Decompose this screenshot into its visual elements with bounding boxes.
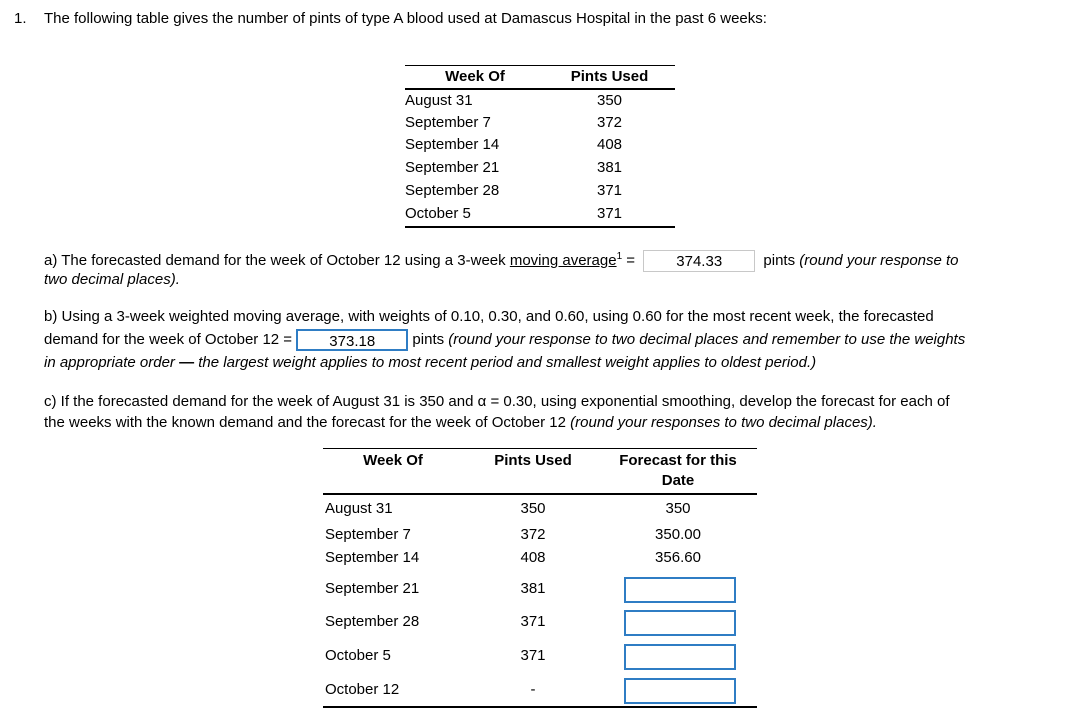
part-c-line2 <box>44 411 877 434</box>
part-c-text: the weeks with the known demand and the forecast for the week of October 12 <box>44 414 571 431</box>
week-cell: October 5 <box>325 647 391 664</box>
forecast-cell: 350.00 <box>655 526 701 543</box>
table-row <box>323 577 757 603</box>
pints-cell: 371 <box>520 613 546 630</box>
table-row <box>323 546 757 572</box>
part-a <box>44 245 959 272</box>
table-rule <box>405 226 675 228</box>
table-row <box>405 205 675 227</box>
week-cell: August 31 <box>325 500 393 517</box>
header-forecast-line1: Forecast for this <box>619 452 737 469</box>
forecast-input-sep28[interactable] <box>624 610 736 636</box>
part-c-line1: c) If the forecasted demand for the week of August 31 is 350 and α = 0.30, using exponential smoothing, develop the forecast for each of <box>44 393 950 410</box>
table-rule <box>323 493 757 495</box>
pints-cell: 371 <box>596 205 623 222</box>
equals-sign: = <box>622 252 636 269</box>
moving-average-link[interactable]: moving average <box>509 252 617 269</box>
pints-cell: 372 <box>596 114 623 131</box>
part-a-text: a) The forecasted demand for the week of October 12 using a 3-week <box>44 252 510 269</box>
pints-cell: 350 <box>596 92 623 109</box>
question-number: 1. <box>14 10 27 27</box>
table-row <box>405 182 675 204</box>
table-rule <box>405 88 675 90</box>
part-b-order-text: in appropriate order <box>44 354 175 371</box>
table-row <box>323 610 757 636</box>
table-row <box>405 136 675 158</box>
header-week-of: Week Of <box>363 452 423 469</box>
part-a-note-line2 <box>44 268 180 291</box>
pints-cell: 371 <box>520 647 546 664</box>
part-b-unit: pints <box>412 331 445 348</box>
forecast-cell: 350 <box>665 500 691 517</box>
header-pints-used: Pints Used <box>494 452 572 469</box>
part-a-unit: pints <box>763 252 796 269</box>
table-row <box>323 497 757 523</box>
question-prompt: The following table gives the number of pints of type A blood used at Damascus Hospital in the past 6 weeks: <box>44 10 767 27</box>
week-cell: September 21 <box>325 580 420 597</box>
forecast-input-oct5[interactable] <box>624 644 736 670</box>
forecast-input-oct12[interactable] <box>624 678 736 704</box>
part-a-note-cont: two decimal places). <box>44 271 180 288</box>
em-dash: — <box>174 354 199 371</box>
forecast-input-sep21[interactable] <box>624 577 736 603</box>
part-b-line3 <box>44 351 816 374</box>
pints-cell: 372 <box>520 526 546 543</box>
week-cell: September 7 <box>405 114 491 131</box>
part-c-note: (round your responses to two decimal places). <box>570 414 877 431</box>
header-forecast <box>608 451 748 491</box>
week-cell: September 21 <box>405 159 500 176</box>
footnote-marker: 1 <box>616 251 623 262</box>
table-rule <box>323 448 757 449</box>
week-cell: September 14 <box>405 136 500 153</box>
week-cell: September 14 <box>325 549 420 566</box>
part-b-text: demand for the week of October 12 = <box>44 331 293 348</box>
week-cell: September 28 <box>405 182 500 199</box>
table-row <box>405 92 675 114</box>
week-cell: October 12 <box>325 681 400 698</box>
table-row <box>405 114 675 136</box>
header-pints-used: Pints Used <box>570 68 649 85</box>
pints-cell: - <box>530 681 536 698</box>
table-row <box>323 644 757 670</box>
part-b-line2 <box>44 328 965 351</box>
week-cell: September 28 <box>325 613 420 630</box>
week-cell: October 5 <box>405 205 471 222</box>
part-b-note: (round your response to two decimal places and remember to use the weights <box>448 331 966 348</box>
part-b-weight-note: the largest weight applies to most recent period and smallest weight applies to oldest period.) <box>198 354 817 371</box>
part-a-note: (round your response to <box>799 252 959 269</box>
pints-cell: 371 <box>596 182 623 199</box>
header-forecast-line2: Date <box>661 472 695 489</box>
forecast-cell: 356.60 <box>655 549 701 566</box>
table-rule <box>323 706 757 708</box>
table-row <box>323 678 757 704</box>
pints-cell: 408 <box>520 549 546 566</box>
week-cell: September 7 <box>325 526 411 543</box>
table-row <box>405 159 675 181</box>
pints-cell: 381 <box>520 580 546 597</box>
pints-cell: 381 <box>596 159 623 176</box>
week-cell: August 31 <box>405 92 473 109</box>
pints-cell: 408 <box>596 136 623 153</box>
header-week-of: Week Of <box>445 68 505 85</box>
part-a-answer-field[interactable]: 374.33 <box>643 250 755 272</box>
pints-cell: 350 <box>520 500 546 517</box>
part-b-line1: b) Using a 3-week weighted moving average, with weights of 0.10, 0.30, and 0.60, using 0.60 for the most recent week, the forecasted <box>44 308 934 325</box>
part-b-answer-field[interactable]: 373.18 <box>296 329 408 351</box>
table-rule <box>405 65 675 66</box>
